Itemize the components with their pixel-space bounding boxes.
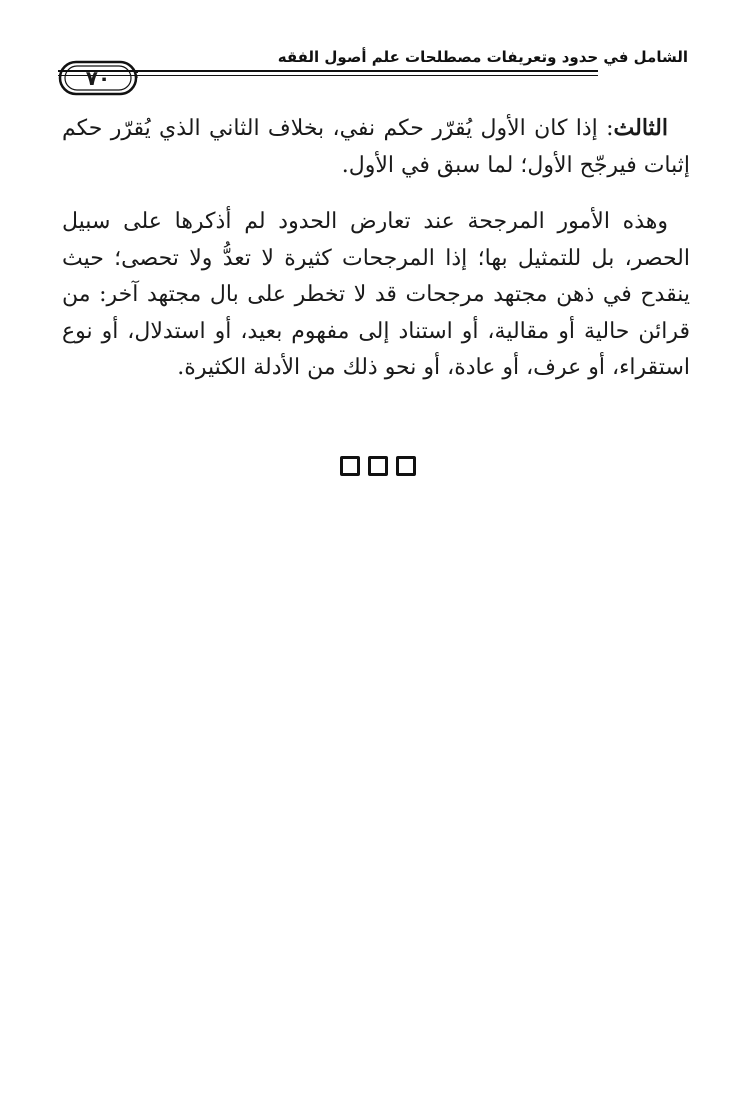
square-outline-icon: [340, 456, 360, 476]
square-outline-icon: [396, 456, 416, 476]
page-number: ٧٠: [85, 66, 111, 90]
square-outline-icon: [368, 456, 388, 476]
running-title: الشامل في حدود وتعريفات مصطلحات علم أصول الفقه: [277, 48, 688, 66]
running-header: [58, 44, 688, 102]
paragraph-1: [62, 110, 690, 184]
paragraph-2: وهذه الأمور المرجحة عند تعارض الحدود لم أذكرها على سبيل الحصر، بل للتمثيل بها؛ إذا المرجحات كثيرة لا تعدُّ ولا تحصى؛ حيث ينقدح في ذهن مجتهد مرجحات قد لا تخطر على بال مجتهد آخر: من قرائن حالية أو مقالية، أو استناد إلى مفهوم بعيد، أو استدلال، أو نوع استقراء، أو عرف، أو عادة، أو نحو ذلك من الأدلة الكثيرة.: [62, 209, 690, 380]
paragraph-1-text: : إذا كان الأول يُقرّر حكم نفي، بخلاف الثاني الذي يُقرّر حكم إثبات فيرجّح الأول؛ لما سبق في الأول.: [62, 116, 690, 178]
header-rule-thin: [58, 75, 598, 76]
header-rule-thick: [58, 70, 598, 72]
end-of-section-ornament: [0, 455, 755, 476]
page-body: [62, 110, 690, 387]
page-number-frame: [58, 60, 138, 96]
paragraph-1-lead: الثالث: [613, 115, 668, 141]
